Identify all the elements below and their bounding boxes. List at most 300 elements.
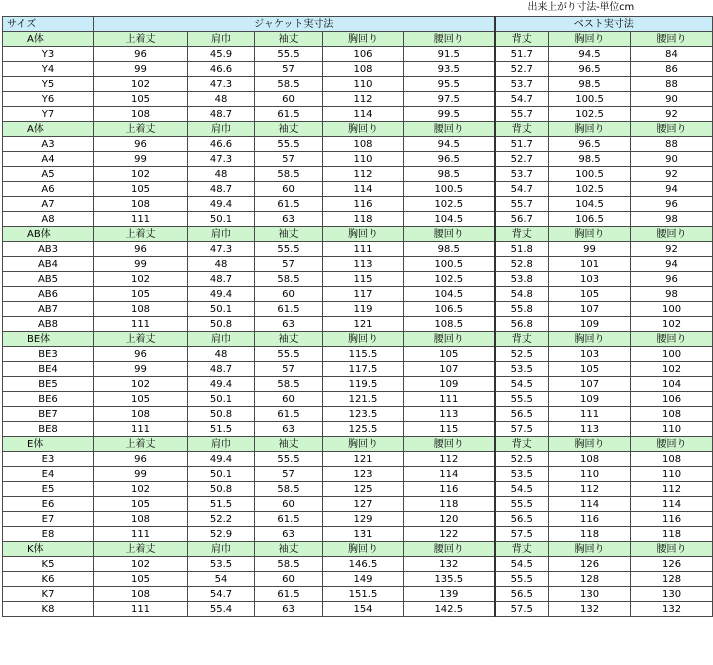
column-header-jacket-chest: 胸回り xyxy=(323,32,404,47)
column-header-sleeve-length: 袖丈 xyxy=(255,542,323,557)
value-cell-vest-waist: 118 xyxy=(631,527,713,542)
value-cell-shoulder-width: 50.8 xyxy=(188,407,255,422)
table-row xyxy=(3,212,713,227)
value-cell-sleeve-length: 61.5 xyxy=(255,197,323,212)
value-cell-jacket-waist: 111 xyxy=(404,392,495,407)
value-cell-vest-chest: 126 xyxy=(549,557,631,572)
value-cell-jacket-chest: 112 xyxy=(323,92,404,107)
table-row xyxy=(3,182,713,197)
column-header-jacket-length: 上着丈 xyxy=(94,332,188,347)
value-cell-sleeve-length: 55.5 xyxy=(255,137,323,152)
value-cell-vest-waist: 86 xyxy=(631,62,713,77)
value-cell-vest-waist: 110 xyxy=(631,422,713,437)
table-row xyxy=(3,482,713,497)
value-cell-vest-length: 55.7 xyxy=(495,197,549,212)
value-cell-vest-waist: 110 xyxy=(631,467,713,482)
value-cell-sleeve-length: 61.5 xyxy=(255,512,323,527)
value-cell-sleeve-length: 60 xyxy=(255,392,323,407)
size-cell: BE6 xyxy=(3,392,94,407)
value-cell-vest-length: 56.5 xyxy=(495,587,549,602)
value-cell-vest-waist: 102 xyxy=(631,317,713,332)
value-cell-vest-waist: 114 xyxy=(631,497,713,512)
value-cell-jacket-chest: 151.5 xyxy=(323,587,404,602)
size-cell: A4 xyxy=(3,152,94,167)
group-name: BE体 xyxy=(3,332,94,347)
value-cell-vest-chest: 96.5 xyxy=(549,137,631,152)
value-cell-jacket-length: 108 xyxy=(94,107,188,122)
value-cell-jacket-length: 96 xyxy=(94,242,188,257)
column-header-shoulder-width: 肩巾 xyxy=(188,332,255,347)
table-row xyxy=(3,167,713,182)
value-cell-jacket-length: 111 xyxy=(94,422,188,437)
table-row xyxy=(3,572,713,587)
value-cell-vest-waist: 128 xyxy=(631,572,713,587)
value-cell-vest-length: 53.8 xyxy=(495,272,549,287)
size-chart-table xyxy=(2,16,713,617)
value-cell-sleeve-length: 55.5 xyxy=(255,347,323,362)
value-cell-shoulder-width: 50.1 xyxy=(188,212,255,227)
value-cell-vest-length: 54.8 xyxy=(495,287,549,302)
column-header-shoulder-width: 肩巾 xyxy=(188,122,255,137)
size-cell: E4 xyxy=(3,467,94,482)
value-cell-shoulder-width: 50.1 xyxy=(188,392,255,407)
table-row xyxy=(3,362,713,377)
column-header-vest-chest: 胸回り xyxy=(549,227,631,242)
size-cell: Y3 xyxy=(3,47,94,62)
value-cell-sleeve-length: 63 xyxy=(255,422,323,437)
unit-note: 出来上がり寸法-単位cm xyxy=(527,2,634,13)
value-cell-sleeve-length: 60 xyxy=(255,92,323,107)
value-cell-vest-chest: 100.5 xyxy=(549,92,631,107)
column-header-sleeve-length: 袖丈 xyxy=(255,227,323,242)
column-header-sleeve-length: 袖丈 xyxy=(255,437,323,452)
value-cell-sleeve-length: 60 xyxy=(255,182,323,197)
value-cell-jacket-waist: 105 xyxy=(404,347,495,362)
value-cell-sleeve-length: 61.5 xyxy=(255,302,323,317)
value-cell-vest-chest: 103 xyxy=(549,347,631,362)
size-cell: Y6 xyxy=(3,92,94,107)
value-cell-sleeve-length: 58.5 xyxy=(255,557,323,572)
value-cell-sleeve-length: 57 xyxy=(255,467,323,482)
value-cell-vest-waist: 106 xyxy=(631,392,713,407)
size-cell: AB3 xyxy=(3,242,94,257)
value-cell-jacket-chest: 149 xyxy=(323,572,404,587)
column-header-vest-length: 背丈 xyxy=(495,437,549,452)
column-header-vest-waist: 腰回り xyxy=(631,332,713,347)
value-cell-vest-length: 52.7 xyxy=(495,62,549,77)
value-cell-jacket-waist: 135.5 xyxy=(404,572,495,587)
value-cell-sleeve-length: 55.5 xyxy=(255,242,323,257)
value-cell-vest-chest: 100.5 xyxy=(549,167,631,182)
size-cell: BE5 xyxy=(3,377,94,392)
value-cell-vest-waist: 100 xyxy=(631,347,713,362)
table-row xyxy=(3,92,713,107)
value-cell-sleeve-length: 58.5 xyxy=(255,377,323,392)
value-cell-jacket-chest: 112 xyxy=(323,167,404,182)
table-row xyxy=(3,197,713,212)
value-cell-jacket-chest: 119 xyxy=(323,302,404,317)
value-cell-vest-length: 55.5 xyxy=(495,497,549,512)
value-cell-vest-chest: 98.5 xyxy=(549,152,631,167)
value-cell-vest-length: 55.5 xyxy=(495,392,549,407)
value-cell-vest-chest: 113 xyxy=(549,422,631,437)
value-cell-shoulder-width: 51.5 xyxy=(188,497,255,512)
value-cell-jacket-chest: 116 xyxy=(323,197,404,212)
group-name: A体 xyxy=(3,32,94,47)
value-cell-jacket-chest: 115 xyxy=(323,272,404,287)
column-header-jacket-waist: 腰回り xyxy=(404,122,495,137)
table-row xyxy=(3,47,713,62)
column-header-vest-waist: 腰回り xyxy=(631,32,713,47)
value-cell-vest-waist: 94 xyxy=(631,182,713,197)
value-cell-vest-chest: 107 xyxy=(549,302,631,317)
value-cell-shoulder-width: 49.4 xyxy=(188,452,255,467)
size-cell: E3 xyxy=(3,452,94,467)
column-header-vest-waist: 腰回り xyxy=(631,122,713,137)
table-row xyxy=(3,392,713,407)
table-row xyxy=(3,497,713,512)
value-cell-jacket-waist: 113 xyxy=(404,407,495,422)
value-cell-jacket-length: 102 xyxy=(94,167,188,182)
value-cell-shoulder-width: 50.1 xyxy=(188,302,255,317)
value-cell-jacket-chest: 125.5 xyxy=(323,422,404,437)
value-cell-vest-chest: 98.5 xyxy=(549,77,631,92)
value-cell-jacket-waist: 132 xyxy=(404,557,495,572)
table-row xyxy=(3,347,713,362)
value-cell-jacket-waist: 100.5 xyxy=(404,182,495,197)
column-header-jacket-length: 上着丈 xyxy=(94,437,188,452)
value-cell-jacket-chest: 108 xyxy=(323,62,404,77)
value-cell-jacket-length: 111 xyxy=(94,602,188,617)
size-cell: K6 xyxy=(3,572,94,587)
size-cell: AB7 xyxy=(3,302,94,317)
value-cell-sleeve-length: 58.5 xyxy=(255,272,323,287)
group-name: A体 xyxy=(3,122,94,137)
size-cell: AB8 xyxy=(3,317,94,332)
value-cell-jacket-chest: 121 xyxy=(323,317,404,332)
value-cell-shoulder-width: 48 xyxy=(188,167,255,182)
value-cell-vest-waist: 108 xyxy=(631,452,713,467)
column-header-vest-chest: 胸回り xyxy=(549,437,631,452)
value-cell-vest-chest: 109 xyxy=(549,317,631,332)
value-cell-sleeve-length: 57 xyxy=(255,62,323,77)
value-cell-vest-chest: 94.5 xyxy=(549,47,631,62)
value-cell-sleeve-length: 58.5 xyxy=(255,167,323,182)
value-cell-jacket-chest: 131 xyxy=(323,527,404,542)
value-cell-vest-length: 54.5 xyxy=(495,482,549,497)
value-cell-jacket-waist: 102.5 xyxy=(404,272,495,287)
value-cell-jacket-length: 105 xyxy=(94,182,188,197)
value-cell-sleeve-length: 55.5 xyxy=(255,452,323,467)
value-cell-vest-length: 57.5 xyxy=(495,422,549,437)
value-cell-vest-chest: 103 xyxy=(549,272,631,287)
value-cell-vest-chest: 110 xyxy=(549,467,631,482)
value-cell-sleeve-length: 61.5 xyxy=(255,407,323,422)
value-cell-jacket-chest: 121 xyxy=(323,452,404,467)
value-cell-shoulder-width: 47.3 xyxy=(188,77,255,92)
size-cell: BE7 xyxy=(3,407,94,422)
size-cell: Y7 xyxy=(3,107,94,122)
value-cell-jacket-chest: 114 xyxy=(323,182,404,197)
value-cell-vest-chest: 118 xyxy=(549,527,631,542)
value-cell-vest-chest: 107 xyxy=(549,377,631,392)
size-cell: A5 xyxy=(3,167,94,182)
table-body xyxy=(3,32,713,617)
value-cell-vest-length: 54.5 xyxy=(495,377,549,392)
column-header-shoulder-width: 肩巾 xyxy=(188,542,255,557)
value-cell-jacket-waist: 114 xyxy=(404,467,495,482)
value-cell-sleeve-length: 61.5 xyxy=(255,587,323,602)
value-cell-shoulder-width: 49.4 xyxy=(188,287,255,302)
value-cell-jacket-chest: 121.5 xyxy=(323,392,404,407)
value-cell-shoulder-width: 47.3 xyxy=(188,242,255,257)
value-cell-jacket-length: 99 xyxy=(94,257,188,272)
group-name: K体 xyxy=(3,542,94,557)
table-row xyxy=(3,77,713,92)
value-cell-vest-chest: 114 xyxy=(549,497,631,512)
value-cell-jacket-length: 102 xyxy=(94,557,188,572)
value-cell-sleeve-length: 60 xyxy=(255,572,323,587)
table-row xyxy=(3,557,713,572)
value-cell-vest-length: 52.5 xyxy=(495,452,549,467)
value-cell-vest-waist: 132 xyxy=(631,602,713,617)
value-cell-vest-chest: 132 xyxy=(549,602,631,617)
value-cell-jacket-waist: 118 xyxy=(404,497,495,512)
table-row xyxy=(3,287,713,302)
value-cell-sleeve-length: 55.5 xyxy=(255,47,323,62)
value-cell-jacket-chest: 146.5 xyxy=(323,557,404,572)
value-cell-shoulder-width: 51.5 xyxy=(188,422,255,437)
value-cell-jacket-waist: 94.5 xyxy=(404,137,495,152)
size-cell: A7 xyxy=(3,197,94,212)
value-cell-jacket-length: 102 xyxy=(94,77,188,92)
value-cell-shoulder-width: 48.7 xyxy=(188,182,255,197)
column-header-jacket-length: 上着丈 xyxy=(94,32,188,47)
value-cell-vest-waist: 92 xyxy=(631,242,713,257)
table-row xyxy=(3,512,713,527)
value-cell-shoulder-width: 52.2 xyxy=(188,512,255,527)
value-cell-jacket-chest: 123 xyxy=(323,467,404,482)
value-cell-jacket-length: 105 xyxy=(94,497,188,512)
value-cell-vest-length: 55.5 xyxy=(495,572,549,587)
value-cell-shoulder-width: 55.4 xyxy=(188,602,255,617)
value-cell-jacket-chest: 123.5 xyxy=(323,407,404,422)
value-cell-jacket-length: 105 xyxy=(94,572,188,587)
value-cell-vest-chest: 99 xyxy=(549,242,631,257)
value-cell-sleeve-length: 57 xyxy=(255,257,323,272)
value-cell-vest-length: 54.7 xyxy=(495,92,549,107)
column-header-vest-chest: 胸回り xyxy=(549,32,631,47)
table-row xyxy=(3,407,713,422)
value-cell-jacket-waist: 116 xyxy=(404,482,495,497)
value-cell-jacket-waist: 109 xyxy=(404,377,495,392)
value-cell-vest-length: 52.7 xyxy=(495,152,549,167)
column-header-shoulder-width: 肩巾 xyxy=(188,32,255,47)
value-cell-jacket-waist: 115 xyxy=(404,422,495,437)
value-cell-shoulder-width: 50.8 xyxy=(188,482,255,497)
value-cell-jacket-waist: 97.5 xyxy=(404,92,495,107)
value-cell-vest-waist: 92 xyxy=(631,167,713,182)
value-cell-jacket-waist: 98.5 xyxy=(404,242,495,257)
value-cell-vest-chest: 105 xyxy=(549,287,631,302)
value-cell-vest-length: 52.8 xyxy=(495,257,549,272)
column-header-vest-chest: 胸回り xyxy=(549,542,631,557)
column-header-vest-waist: 腰回り xyxy=(631,227,713,242)
value-cell-vest-chest: 101 xyxy=(549,257,631,272)
table-row xyxy=(3,602,713,617)
value-cell-jacket-waist: 96.5 xyxy=(404,152,495,167)
value-cell-jacket-chest: 117.5 xyxy=(323,362,404,377)
column-header-jacket-length: 上着丈 xyxy=(94,542,188,557)
size-cell: Y4 xyxy=(3,62,94,77)
value-cell-jacket-waist: 95.5 xyxy=(404,77,495,92)
table-row xyxy=(3,137,713,152)
value-cell-vest-waist: 94 xyxy=(631,257,713,272)
value-cell-vest-waist: 92 xyxy=(631,107,713,122)
vest-header: ベスト実寸法 xyxy=(495,17,713,32)
value-cell-jacket-waist: 122 xyxy=(404,527,495,542)
table-row xyxy=(3,257,713,272)
value-cell-vest-waist: 130 xyxy=(631,587,713,602)
value-cell-jacket-length: 108 xyxy=(94,197,188,212)
column-header-vest-chest: 胸回り xyxy=(549,122,631,137)
value-cell-vest-length: 53.5 xyxy=(495,467,549,482)
size-cell: A6 xyxy=(3,182,94,197)
group-name: AB体 xyxy=(3,227,94,242)
value-cell-vest-length: 54.7 xyxy=(495,182,549,197)
value-cell-jacket-waist: 112 xyxy=(404,452,495,467)
column-header-jacket-length: 上着丈 xyxy=(94,227,188,242)
column-header-vest-waist: 腰回り xyxy=(631,542,713,557)
value-cell-vest-chest: 108 xyxy=(549,452,631,467)
value-cell-vest-chest: 111 xyxy=(549,407,631,422)
jacket-header: ジャケット実寸法 xyxy=(94,17,495,32)
value-cell-vest-length: 56.5 xyxy=(495,407,549,422)
value-cell-jacket-chest: 108 xyxy=(323,137,404,152)
table-header-row xyxy=(3,17,713,32)
value-cell-jacket-waist: 139 xyxy=(404,587,495,602)
value-cell-vest-length: 52.5 xyxy=(495,347,549,362)
value-cell-vest-waist: 96 xyxy=(631,197,713,212)
value-cell-shoulder-width: 54.7 xyxy=(188,587,255,602)
table-row xyxy=(3,377,713,392)
value-cell-vest-waist: 108 xyxy=(631,407,713,422)
value-cell-jacket-waist: 91.5 xyxy=(404,47,495,62)
value-cell-sleeve-length: 57 xyxy=(255,152,323,167)
column-header-shoulder-width: 肩巾 xyxy=(188,437,255,452)
value-cell-jacket-waist: 104.5 xyxy=(404,212,495,227)
value-cell-jacket-chest: 113 xyxy=(323,257,404,272)
value-cell-shoulder-width: 52.9 xyxy=(188,527,255,542)
value-cell-vest-chest: 130 xyxy=(549,587,631,602)
value-cell-sleeve-length: 63 xyxy=(255,527,323,542)
value-cell-jacket-waist: 142.5 xyxy=(404,602,495,617)
value-cell-jacket-length: 96 xyxy=(94,347,188,362)
value-cell-jacket-waist: 107 xyxy=(404,362,495,377)
value-cell-vest-waist: 88 xyxy=(631,137,713,152)
group-header-row xyxy=(3,32,713,47)
value-cell-vest-chest: 96.5 xyxy=(549,62,631,77)
value-cell-vest-chest: 112 xyxy=(549,482,631,497)
value-cell-jacket-length: 111 xyxy=(94,212,188,227)
value-cell-jacket-waist: 98.5 xyxy=(404,167,495,182)
group-header-row xyxy=(3,542,713,557)
table-row xyxy=(3,107,713,122)
value-cell-shoulder-width: 46.6 xyxy=(188,137,255,152)
column-header-sleeve-length: 袖丈 xyxy=(255,32,323,47)
value-cell-sleeve-length: 63 xyxy=(255,212,323,227)
value-cell-vest-waist: 96 xyxy=(631,272,713,287)
size-cell: Y5 xyxy=(3,77,94,92)
value-cell-sleeve-length: 60 xyxy=(255,497,323,512)
table-row xyxy=(3,317,713,332)
column-header-jacket-waist: 腰回り xyxy=(404,227,495,242)
table-row xyxy=(3,242,713,257)
column-header-sleeve-length: 袖丈 xyxy=(255,122,323,137)
size-cell: K7 xyxy=(3,587,94,602)
value-cell-vest-chest: 128 xyxy=(549,572,631,587)
column-header-vest-length: 背丈 xyxy=(495,32,549,47)
column-header-jacket-waist: 腰回り xyxy=(404,332,495,347)
value-cell-vest-waist: 116 xyxy=(631,512,713,527)
value-cell-jacket-length: 99 xyxy=(94,362,188,377)
value-cell-sleeve-length: 61.5 xyxy=(255,107,323,122)
value-cell-vest-length: 56.7 xyxy=(495,212,549,227)
value-cell-jacket-length: 111 xyxy=(94,317,188,332)
value-cell-jacket-length: 108 xyxy=(94,407,188,422)
value-cell-jacket-length: 102 xyxy=(94,272,188,287)
value-cell-jacket-waist: 104.5 xyxy=(404,287,495,302)
size-cell: E5 xyxy=(3,482,94,497)
column-header-jacket-waist: 腰回り xyxy=(404,32,495,47)
size-cell: A3 xyxy=(3,137,94,152)
value-cell-jacket-length: 102 xyxy=(94,482,188,497)
value-cell-jacket-waist: 108.5 xyxy=(404,317,495,332)
size-cell: BE8 xyxy=(3,422,94,437)
value-cell-jacket-chest: 106 xyxy=(323,47,404,62)
value-cell-shoulder-width: 49.4 xyxy=(188,377,255,392)
value-cell-vest-waist: 98 xyxy=(631,212,713,227)
size-cell: A8 xyxy=(3,212,94,227)
value-cell-jacket-chest: 117 xyxy=(323,287,404,302)
size-cell: AB5 xyxy=(3,272,94,287)
value-cell-vest-waist: 112 xyxy=(631,482,713,497)
value-cell-jacket-length: 111 xyxy=(94,527,188,542)
value-cell-vest-length: 53.5 xyxy=(495,362,549,377)
size-header: サイズ xyxy=(3,17,94,32)
value-cell-shoulder-width: 48.7 xyxy=(188,107,255,122)
column-header-jacket-chest: 胸回り xyxy=(323,332,404,347)
value-cell-jacket-length: 105 xyxy=(94,287,188,302)
column-header-vest-length: 背丈 xyxy=(495,227,549,242)
value-cell-jacket-length: 96 xyxy=(94,47,188,62)
value-cell-vest-length: 56.5 xyxy=(495,512,549,527)
value-cell-shoulder-width: 45.9 xyxy=(188,47,255,62)
value-cell-jacket-length: 96 xyxy=(94,137,188,152)
value-cell-shoulder-width: 50.1 xyxy=(188,467,255,482)
column-header-jacket-chest: 胸回り xyxy=(323,437,404,452)
size-cell: K8 xyxy=(3,602,94,617)
table-row xyxy=(3,272,713,287)
value-cell-jacket-length: 105 xyxy=(94,392,188,407)
value-cell-sleeve-length: 63 xyxy=(255,602,323,617)
column-header-jacket-chest: 胸回り xyxy=(323,227,404,242)
group-header-row xyxy=(3,122,713,137)
value-cell-vest-waist: 126 xyxy=(631,557,713,572)
group-header-row xyxy=(3,227,713,242)
value-cell-sleeve-length: 57 xyxy=(255,362,323,377)
value-cell-vest-length: 57.5 xyxy=(495,602,549,617)
